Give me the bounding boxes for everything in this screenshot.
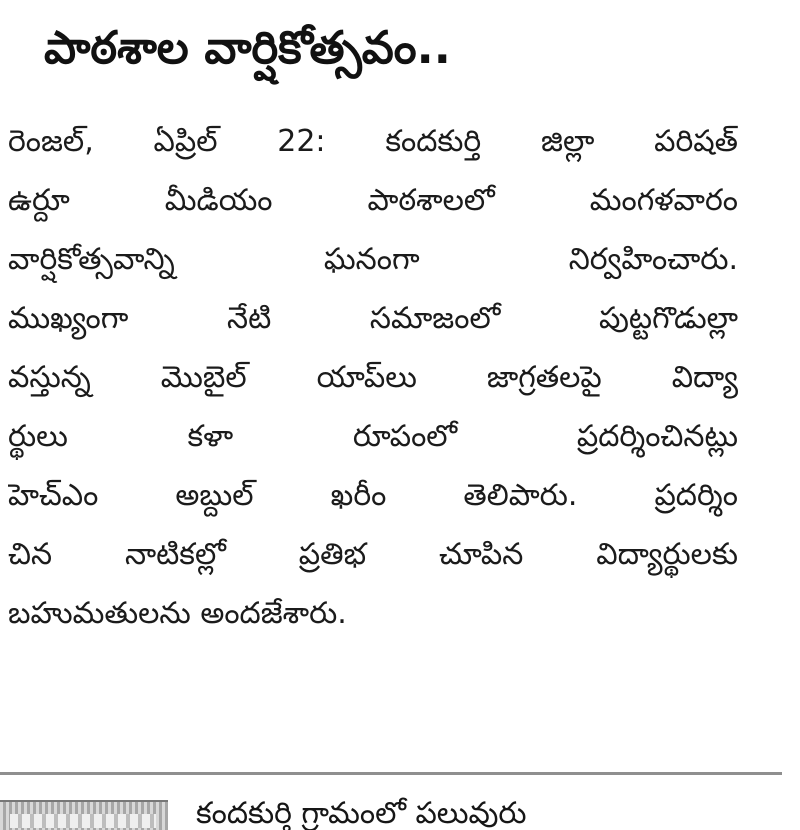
- news-article: [44, 8, 774, 88]
- next-article-thumbnail: [0, 800, 168, 830]
- article-line-5: వస్తున్న మొబైల్ యాప్‌లు జాగ్రతలపై విద్యా: [8, 360, 738, 395]
- article-line-6: ర్థులు కళా రూపంలో ప్రదర్శించినట్లు: [8, 419, 738, 454]
- article-line-8: చిన నాటికల్లో ప్రతిభ చూపిన విద్యార్థులకు: [8, 537, 738, 572]
- article-line-3: వార్షికోత్సవాన్ని ఘనంగా నిర్వహించారు.: [8, 242, 738, 277]
- article-line-9: బహుమతులను అందజేశారు.: [8, 596, 347, 631]
- article-line-7: హెచ్‌ఎం అబ్దుల్ ఖరీం తెలిపారు. ప్రదర్శిం: [8, 478, 738, 513]
- article-divider: [0, 772, 782, 775]
- article-body: [8, 112, 738, 643]
- article-line-4: ముఖ్యంగా నేటి సమాజంలో పుట్టగొడుల్లా: [8, 301, 738, 336]
- article-line-2: ఉర్దూ మీడియం పాఠశాలలో మంగళవారం: [8, 183, 738, 218]
- article-headline: పాఠశాల వార్షికోత్సవం..: [44, 21, 451, 74]
- next-article-partial-text: కందకుర్తి గ్రామంలో పలువురు: [196, 796, 527, 830]
- article-line-1: రెంజల్, ఏప్రిల్ 22: కందకుర్తి జిల్లా పరిషత్: [8, 124, 738, 159]
